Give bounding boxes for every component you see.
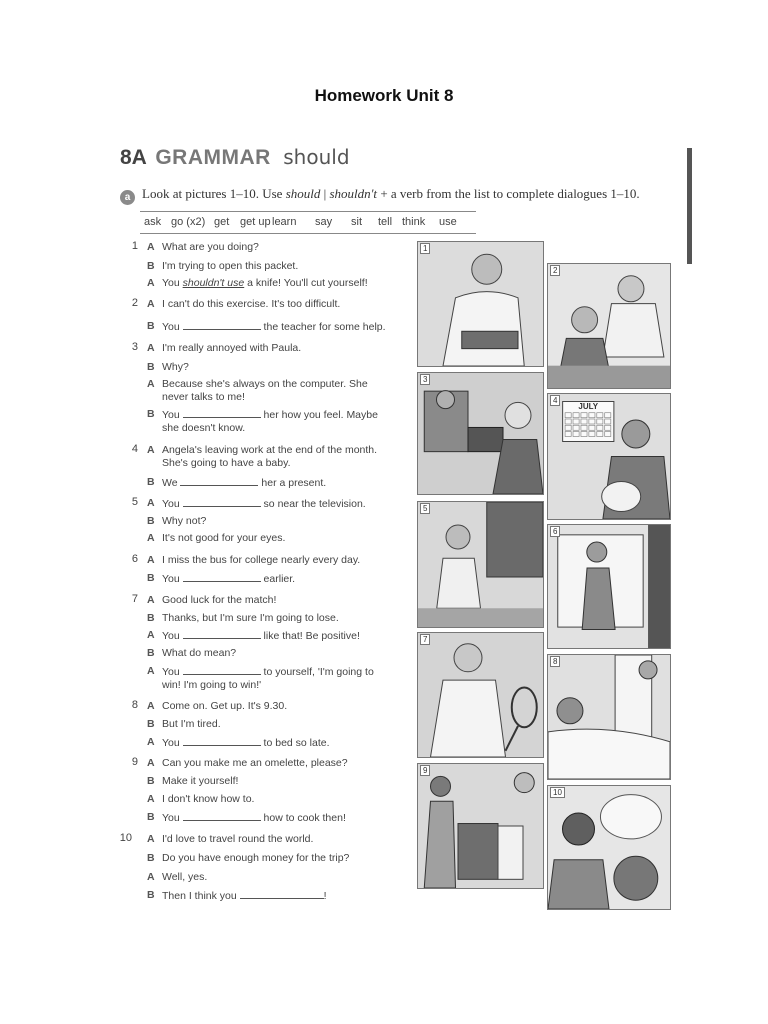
word-list-item: learn	[272, 216, 297, 228]
speaker-label: B	[147, 775, 155, 787]
answer-blank[interactable]	[183, 629, 261, 639]
dialogue-number: 9	[131, 756, 138, 768]
dialogue-line: We her a present.	[162, 477, 327, 489]
dialogue-line: Good luck for the match!	[162, 594, 277, 606]
dialogue-line: Because she's always on the computer. She never talks to me!	[162, 378, 368, 403]
dialogue-line: Well, yes.	[162, 871, 208, 883]
speaker-label: A	[147, 298, 155, 310]
dialogue-number: 2	[131, 297, 138, 309]
dialogue-line: Make it yourself!	[162, 775, 239, 787]
speaker-label: B	[147, 889, 155, 901]
speaker-label: A	[147, 342, 155, 354]
section-header	[120, 145, 350, 170]
word-list	[140, 211, 476, 234]
picture-number: 7	[420, 634, 430, 645]
word-list-item: tell	[378, 216, 393, 228]
dialogue-line: Do you have enough money for the trip?	[162, 852, 350, 864]
dialogue-line: I'm trying to open this packet.	[162, 260, 299, 272]
dialogue-number: 5	[131, 496, 138, 508]
answer-blank[interactable]	[183, 736, 261, 746]
dialogue-line: You to yourself, 'I'm going to win! I'm going to win!'	[162, 666, 374, 691]
picture-number: 10	[550, 787, 565, 798]
section-label: GRAMMAR	[155, 146, 271, 169]
dialogue-line: Why not?	[162, 515, 207, 527]
dialogue-number: 7	[131, 593, 138, 605]
answer-blank[interactable]	[183, 811, 261, 821]
dialogue-line: I miss the bus for college nearly every day.	[162, 554, 361, 566]
word-list-item: get	[214, 216, 230, 228]
picture-8	[547, 654, 671, 780]
illustration-man-in-bed	[548, 655, 670, 779]
speaker-label: B	[147, 852, 155, 864]
dialogue-line: Can you make me an omelette, please?	[162, 757, 348, 769]
dialogue-line: You like that! Be positive!	[162, 630, 360, 642]
picture-4	[547, 393, 671, 520]
answer-blank[interactable]	[180, 476, 258, 486]
illustration-pregnant-woman-calendar	[548, 394, 670, 519]
speaker-label: A	[147, 736, 155, 748]
speaker-label: A	[147, 378, 155, 390]
speaker-label: B	[147, 647, 155, 659]
dialogue-line: I'd love to travel round the world.	[162, 833, 314, 845]
answer-blank[interactable]	[240, 889, 324, 899]
dialogue-number: 10	[119, 832, 132, 844]
dialogue-line: You her how you feel. Maybe she doesn't know.	[162, 409, 378, 434]
picture-6	[547, 524, 671, 649]
picture-number: 8	[550, 656, 560, 667]
speaker-label: A	[147, 665, 155, 677]
illustration-student-and-teacher	[548, 264, 670, 388]
dialogue-line: I can't do this exercise. It's too difficult.	[162, 298, 341, 310]
speaker-label: A	[147, 833, 155, 845]
dialogue-line: You how to cook then!	[162, 812, 346, 824]
word-list-item: go (x2)	[171, 216, 206, 228]
dialogue-line: Thanks, but I'm sure I'm going to lose.	[162, 612, 339, 624]
word-list-item: say	[315, 216, 333, 228]
answer-blank[interactable]	[183, 572, 261, 582]
dialogue-line: Why?	[162, 361, 189, 373]
dialogue-line: I don't know how to.	[162, 793, 255, 805]
speaker-label: A	[147, 700, 155, 712]
speaker-label: A	[147, 594, 155, 606]
page-edge-bar	[687, 148, 692, 264]
speaker-label: A	[147, 497, 155, 509]
speaker-label: B	[147, 515, 155, 527]
dialogue-number: 8	[131, 699, 138, 711]
page-title: Homework Unit 8	[314, 86, 454, 105]
dialogue-line: It's not good for your eyes.	[162, 532, 286, 544]
answer-blank[interactable]	[183, 320, 261, 330]
speaker-label: B	[147, 260, 155, 272]
picture-7	[417, 632, 544, 758]
dialogue-number: 1	[131, 240, 138, 252]
picture-number: 5	[420, 503, 430, 514]
picture-number: 1	[420, 243, 430, 254]
speaker-label: A	[147, 554, 155, 566]
speaker-label: A	[147, 871, 155, 883]
illustration-tennis-player	[418, 633, 543, 757]
speaker-label: A	[147, 757, 155, 769]
picture-10	[547, 785, 671, 910]
dialogue-line: You so near the television.	[162, 498, 366, 510]
dialogue-line: You earlier.	[162, 573, 296, 585]
answer-blank[interactable]	[183, 497, 261, 507]
word-list-item: ask	[144, 216, 162, 228]
dialogue-line: What do mean?	[162, 647, 237, 659]
picture-3	[417, 372, 544, 495]
speaker-label: A	[147, 793, 155, 805]
dialogue-line: You the teacher for some help.	[162, 321, 386, 333]
picture-number: 6	[550, 526, 560, 537]
picture-5	[417, 501, 544, 628]
word-list-item: think	[402, 216, 426, 228]
dialogue-number: 3	[131, 341, 138, 353]
illustration-person-opening-packet	[418, 242, 543, 366]
illustration-woman-running-door	[548, 525, 670, 648]
dialogue-line: You to bed so late.	[162, 737, 330, 749]
dialogue-line: What are you doing?	[162, 241, 259, 253]
dialogue-line: I'm really annoyed with Paula.	[162, 342, 302, 354]
speaker-label: B	[147, 361, 155, 373]
speaker-label: A	[147, 532, 155, 544]
speaker-label: A	[147, 629, 155, 641]
speaker-label: B	[147, 572, 155, 584]
topic-label: should	[283, 145, 350, 169]
illustration-girl-near-tv	[418, 502, 543, 627]
picture-number: 4	[550, 395, 560, 406]
speaker-label: B	[147, 476, 155, 488]
picture-1	[417, 241, 544, 367]
exercise-badge: a	[120, 190, 135, 205]
illustration-woman-thinking-travel	[548, 786, 670, 909]
dialogue-number: 6	[131, 553, 138, 565]
picture-number: 9	[420, 765, 430, 776]
word-list-item: sit	[351, 216, 362, 228]
unit-code: 8A	[120, 146, 147, 169]
dialogue-line: Angela's leaving work at the end of the month. She's going to have a baby.	[162, 444, 378, 469]
dialogue-line: But I'm tired.	[162, 718, 221, 730]
dialogue-line: Come on. Get up. It's 9.30.	[162, 700, 288, 712]
speaker-label: B	[147, 408, 155, 420]
example-answer: shouldn't use	[182, 277, 245, 289]
dialogue-line: You shouldn't use a knife! You'll cut yourself!	[162, 277, 368, 289]
picture-number: 3	[420, 374, 430, 385]
speaker-label: A	[147, 444, 155, 456]
picture-9	[417, 763, 544, 889]
illustration-couple-computer	[418, 373, 543, 494]
picture-2	[547, 263, 671, 389]
speaker-label: B	[147, 811, 155, 823]
speaker-label: B	[147, 320, 155, 332]
dialogue-line: Then I think you !	[162, 890, 327, 902]
exercise-instruction: Look at pictures 1–10. Use should | shouldn't + a verb from the list to complete dialogues 1–10.	[142, 186, 640, 201]
calendar-month-label: JULY	[578, 402, 599, 411]
answer-blank[interactable]	[183, 665, 261, 675]
word-list-item: get up	[240, 216, 271, 228]
speaker-label: B	[147, 612, 155, 624]
dialogue-number: 4	[131, 443, 138, 455]
speaker-label: B	[147, 718, 155, 730]
illustration-couple-kitchen	[418, 764, 543, 888]
speaker-label: A	[147, 241, 155, 253]
speaker-label: A	[147, 277, 155, 289]
word-list-item: use	[439, 216, 457, 228]
answer-blank[interactable]	[183, 408, 261, 418]
picture-number: 2	[550, 265, 560, 276]
